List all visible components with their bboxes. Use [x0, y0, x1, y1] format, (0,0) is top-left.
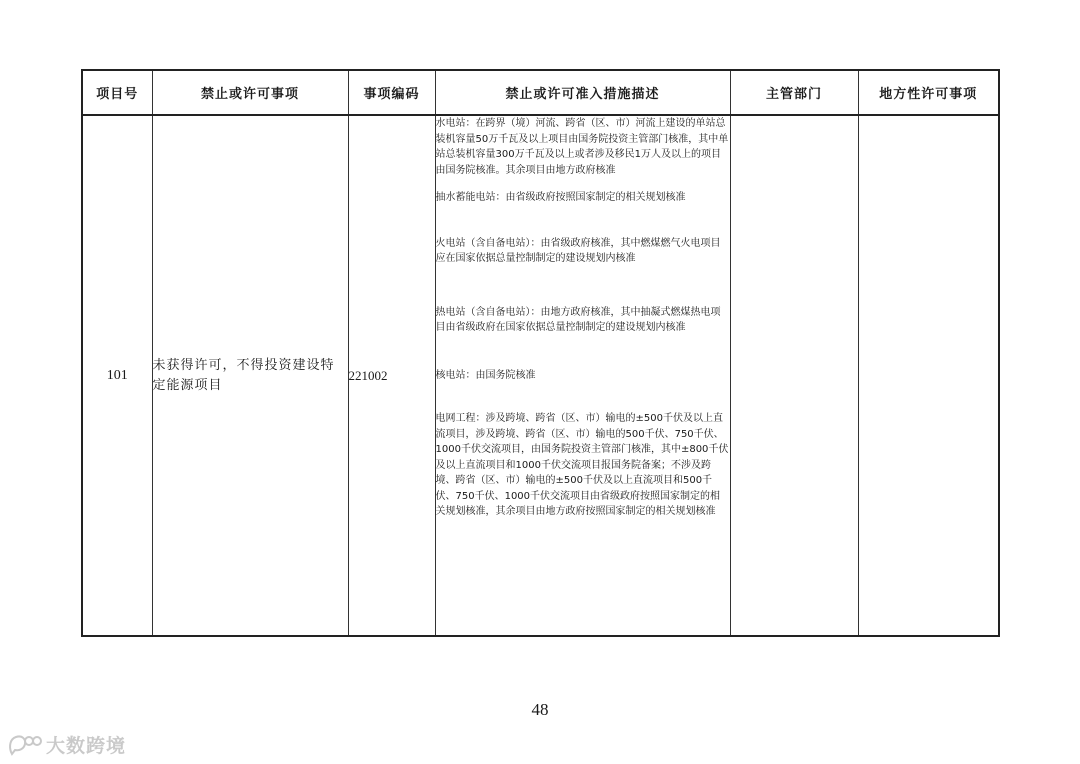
- header-local-license: 地方性许可事项: [858, 70, 999, 115]
- watermark-text: 大数跨境: [46, 735, 127, 757]
- chat-bubble-logo-icon: [8, 734, 42, 756]
- row-measure-description: [435, 115, 730, 636]
- row-prohibited-item: 未获得许可，不得投资建设特定能源项目: [152, 115, 348, 636]
- description-hydropower: 水电站：在跨界（境）河流、跨省（区、市）河流上建设的单站总装机容量50万千瓦及以上项目由国务院投资主管部门核准，其中单站总装机容量300万千瓦及以上或者涉及移民1万人及以上的项目由国务院核准。其余项目由地方政府核准: [435, 118, 729, 176]
- description-nuclear: 核电站：由国务院核准: [435, 369, 536, 381]
- row-department: [730, 115, 858, 636]
- description-power-grid: 电网工程：涉及跨境、跨省（区、市）输电的±500千伏及以上直流项目，涉及跨境、跨省（区、市）输电的500千伏、750千伏、1000千伏交流项目，由国务院投资主管部门核准，其中±800千伏及以上直流项目和1000千伏交流项目报国务院备案；不涉及跨境、跨省（区、市）输电的±500千伏及以上直流项目和500千伏、750千伏、1000千伏交流项目由省级政府按照国家制定的相关规划核准，其余项目由地方政府按照国家制定的相关规划核准: [435, 413, 729, 517]
- description-thermal-power: 火电站（含自备电站）：由省级政府核准，其中燃煤燃气火电项目应在国家依据总量控制制定的建设规划内核准: [435, 237, 721, 264]
- table-header-row: [82, 70, 999, 115]
- header-prohibited-item: 禁止或许可事项: [152, 70, 348, 115]
- watermark: [8, 731, 126, 758]
- regulation-table: [81, 69, 1000, 637]
- page-number: 48: [531, 700, 549, 719]
- row-item-code: 221002: [348, 115, 435, 636]
- description-pumped-storage: 抽水蓄能电站：由省级政府按照国家制定的相关规划核准: [435, 192, 686, 203]
- header-item-code: 事项编码: [348, 70, 435, 115]
- header-item-number: 项目号: [82, 70, 152, 115]
- table-row: [82, 115, 999, 636]
- header-measure-description: 禁止或许可准入措施描述: [435, 70, 730, 115]
- description-cogeneration: 热电站（含自备电站）：由地方政府核准，其中抽凝式燃煤热电项目由省级政府在国家依据总量控制制定的建设规划内核准: [435, 306, 721, 333]
- row-local-license: [858, 115, 999, 636]
- header-department: 主管部门: [730, 70, 858, 115]
- row-item-number: 101: [82, 115, 152, 636]
